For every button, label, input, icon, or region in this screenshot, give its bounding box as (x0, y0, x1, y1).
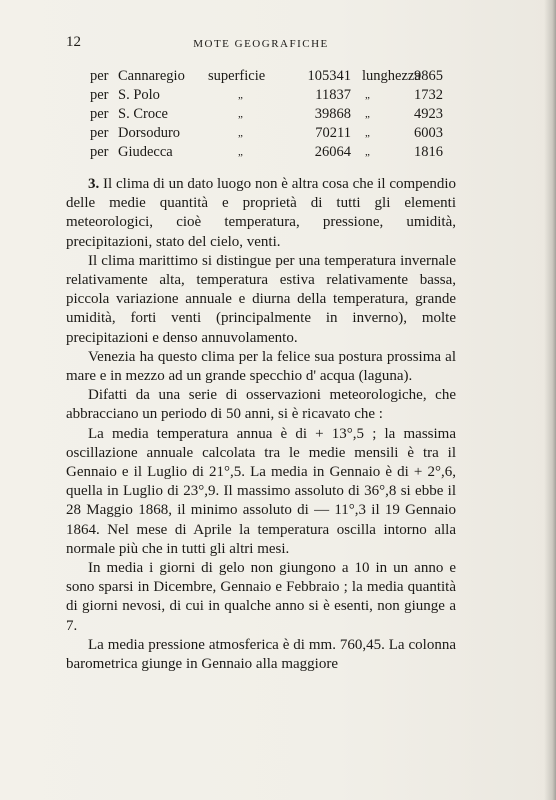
paragraph (66, 175, 456, 252)
lunghezza-value: 6003 (414, 125, 443, 141)
ditto-mark: „ (365, 108, 370, 120)
sestiere-name: S. Polo (118, 87, 160, 103)
table-row (90, 67, 450, 86)
ditto-mark: „ (365, 146, 370, 158)
sestiere-name: Giudecca (118, 144, 173, 160)
superficie-value: 105341 (307, 68, 351, 84)
per-label: per (90, 125, 109, 141)
paragraph: In media i giorni di gelo non giungono a 10 in un anno e sono sparsi in Dicembre, Gennaio e Febbraio ; la media quantità di giorni nevosi, di cui in qualche anno si è esenti, non giunge a 7. (66, 560, 456, 634)
table-row (90, 86, 450, 105)
superficie-value: 70211 (315, 125, 351, 141)
table-row (90, 143, 450, 162)
per-label: per (90, 68, 109, 84)
lunghezza-label: lunghezza (362, 68, 421, 84)
superficie-value: 39868 (314, 106, 351, 122)
table-row (90, 124, 450, 143)
paragraph: La media pressione atmosferica è di mm. 760,45. La colonna barometrica giunge in Gennaio alla maggiore (66, 636, 456, 673)
table-row (90, 105, 450, 124)
page-number: 12 (66, 34, 81, 50)
body-text (66, 175, 456, 674)
sestiere-name: Dorsoduro (118, 125, 181, 141)
ditto-mark: „ (238, 89, 243, 101)
page-edge-shadow (544, 0, 556, 800)
sestiere-name: S. Croce (118, 106, 168, 122)
ditto-mark: „ (238, 108, 243, 120)
paragraph: La media temperatura annua è di + 13°,5 ; la massima oscillazione annuale calcolata tra le medie mensili è tra il Gennaio e il Luglio di 21°,5. La media in Gennaio è di + 2°,6, quella in Luglio di 23°,9. Il massimo assoluto di 36°,8 si ebbe il 28 Maggio 1868, il minimo assoluto di — 11°,3 il 19 Gennaio 1864. Nel mese di Aprile la temperatura oscilla intorno alla normale più che in tutti gli altri mesi. (66, 425, 456, 557)
ditto-mark: „ (238, 146, 243, 158)
lunghezza-value: 4923 (414, 106, 443, 122)
superficie-value: 26064 (314, 144, 351, 160)
per-label: per (90, 106, 109, 122)
paragraph-text: Il clima di un dato luogo non è altra cosa che il compendio delle medie quantità e proprietà di tutti gli elementi meteorologici, cioè temperatura, pressione, umidità, precipitazioni, stato del cielo, venti. (66, 176, 456, 250)
superficie-value: 11837 (315, 87, 351, 103)
paragraph: Il clima marittimo si distingue per una temperatura invernale relativamente alta, temperatura estiva relativamente bassa, piccola variazione annuale e diurna della temperatura, grande umidità, forti venti (principalmente in inverno), molte precipitazioni e denso annuvolamento. (66, 252, 456, 346)
lunghezza-value: 9865 (414, 68, 443, 84)
superficie-label: superficie (208, 68, 266, 84)
sestieri-table (90, 67, 450, 162)
ditto-mark: „ (365, 127, 370, 139)
lunghezza-value: 1732 (414, 87, 443, 103)
section-number: 3. (88, 176, 100, 192)
per-label: per (90, 87, 109, 103)
lunghezza-value: 1816 (414, 144, 443, 160)
page-header (66, 34, 456, 54)
paragraph: Venezia ha questo clima per la felice sua postura prossima al mare e in mezzo ad un grande specchio d' acqua (laguna). (66, 348, 456, 385)
ditto-mark: „ (365, 89, 370, 101)
sestiere-name: Cannaregio (118, 68, 185, 84)
running-head: MOTE GEOGRAFICHE (193, 38, 329, 50)
paragraph: Difatti da una serie di osservazioni meteorologiche, che abbracciano un periodo di 50 anni, si è ricavato che : (66, 387, 456, 423)
ditto-mark: „ (238, 127, 243, 139)
per-label: per (90, 144, 109, 160)
